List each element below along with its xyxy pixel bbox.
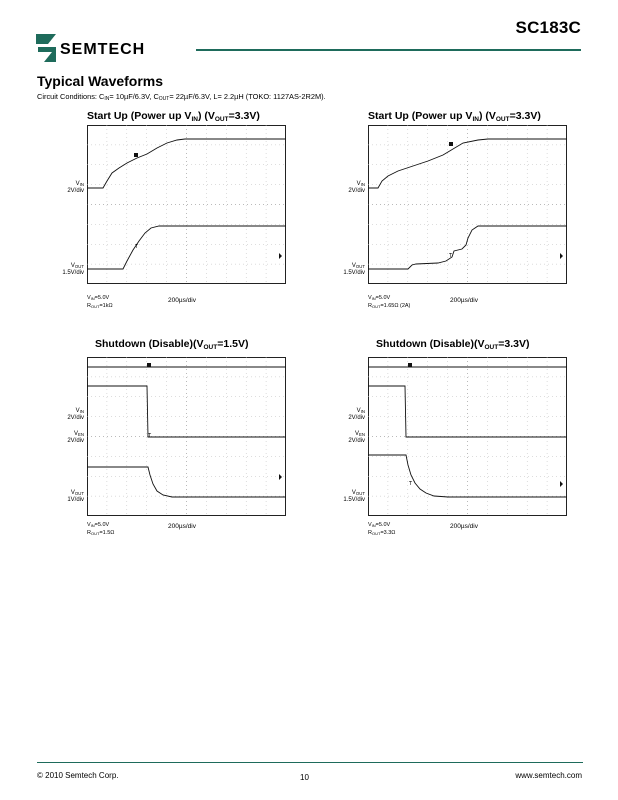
footer-rule [37, 762, 583, 763]
semtech-logo [36, 34, 196, 68]
plot-1-conditions: VIN=5.0V ROUT=1kΩ [87, 295, 113, 309]
plot-3-scope [87, 357, 287, 517]
plot-2-ch1-marker [449, 142, 453, 146]
footer-copyright: © 2010 Semtech Corp. [37, 771, 119, 780]
plot-1-ch2-marker: T [135, 244, 139, 250]
plot-4-ch1-marker [408, 363, 412, 367]
page-number: 10 [300, 773, 309, 782]
cin-value: = 10µF/6.3V, [109, 92, 154, 101]
footer-url[interactable]: www.semtech.com [515, 771, 582, 780]
cout-value: = 22µF/6.3V, L= 2.2µH (TOKO: 1127AS-2R2M). [169, 92, 326, 101]
section-title: Typical Waveforms [37, 73, 164, 89]
circuit-conditions: Circuit Conditions: $C_{IN}= 10\mu F/6.3V$, $C_{OUT}= 22\mu F/6.3V$, L= 2.2µH (TOKO: 1127AS-2R2M). [37, 92, 326, 102]
plot-4-title: Shutdown (Disable)(VOUT=3.3V) [376, 338, 530, 351]
plot-1-screen [87, 125, 287, 285]
plot-4-screen [368, 357, 568, 517]
plot-4-vout-label: VOUT 1.5V/div [343, 490, 365, 503]
plot-4-conditions: VIN=5.0V ROUT=3.3Ω [368, 522, 396, 536]
plot-1-title: Start Up (Power up VIN) (VOUT=3.3V) [87, 110, 260, 123]
plot-2-conditions: VIN=5.0V ROUT=1.65Ω (2A) [368, 295, 411, 309]
plot-4-vin-label: VIN 2V/div [348, 408, 365, 421]
plot-2-title: Start Up (Power up VIN) (VOUT=3.3V) [368, 110, 541, 123]
plot-3-vout-label: VOUT 1V/div [67, 490, 84, 503]
plot-3-ch1-marker [147, 363, 151, 367]
plot-1-vout-label: VOUT 1.5V/div [62, 263, 84, 276]
cout-subscript: OUT [158, 96, 170, 102]
plot-3-conditions: VIN=5.0V ROUT=1.5Ω [87, 522, 115, 536]
header-rule [196, 49, 581, 51]
plot-3-screen [87, 357, 287, 517]
plot-2-timebase: 200µs/div [450, 297, 478, 304]
plot-2-ch2-marker: T [449, 253, 453, 259]
plot-3-ch2-marker: T [148, 433, 152, 439]
logo-text: SEMTECH [60, 41, 146, 58]
plot-1-scope [87, 125, 287, 285]
plot-4-scope [368, 357, 568, 517]
part-number: SC183C [515, 18, 581, 37]
plot-1-ch1-marker [134, 153, 138, 157]
plot-3-ven-label: VEN 2V/div [67, 431, 84, 444]
plot-1-vin-label: VIN 2V/div [67, 181, 84, 194]
plot-1-timebase: 200µs/div [168, 297, 196, 304]
plot-2-scope [368, 125, 568, 285]
plot-3-timebase: 200µs/div [168, 523, 196, 530]
plot-4-ch2-marker: T [409, 481, 413, 487]
plot-2-screen [368, 125, 568, 285]
cin-symbol: C [99, 92, 105, 101]
cin-subscript: IN [104, 96, 110, 102]
cout-symbol: C [153, 92, 159, 101]
plot-4-timebase: 200µs/div [450, 523, 478, 530]
plot-4-ven-label: VEN 2V/div [348, 431, 365, 444]
plot-2-vin-label: VIN 2V/div [348, 181, 365, 194]
plot-3-vin-label: VIN 2V/div [67, 408, 84, 421]
plot-2-vout-label: VOUT 1.5V/div [343, 263, 365, 276]
plot-3-title: Shutdown (Disable)(VOUT=1.5V) [95, 338, 249, 351]
semtech-logo-icon [36, 34, 58, 64]
